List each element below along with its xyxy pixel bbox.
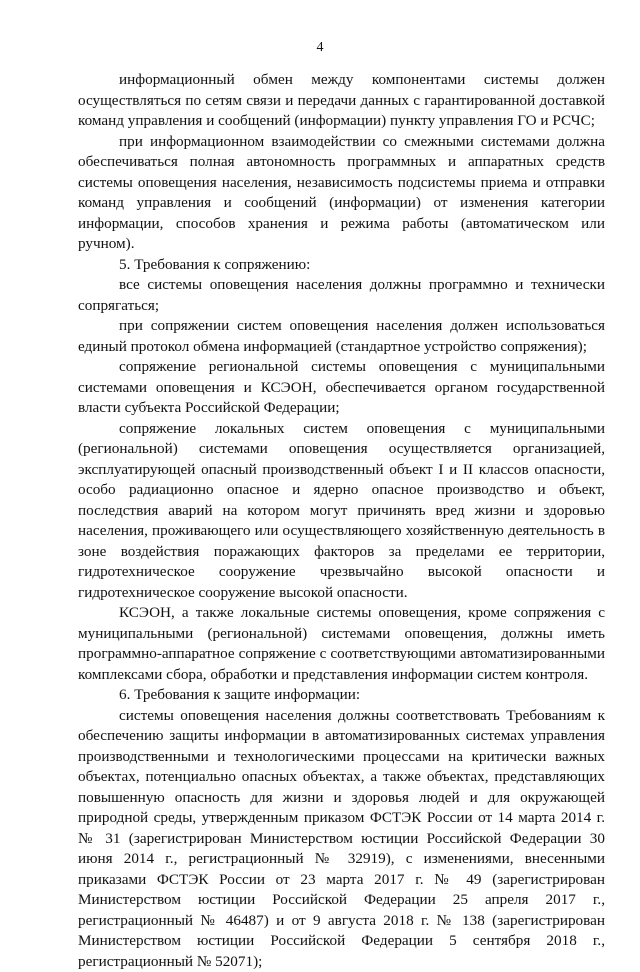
paragraph-local-interfacing: сопряжение локальных систем оповещения с муниципальными (региональной) системами оповещения осуществляется организацией, эксплуатирующей опасный производственный объект I и II классов опасности, особо радиационно опасное и ядерно опасное производство и объект, последствия аварий на котором могут причинять вред жизни и здоровью населения, проживающего или осуществляющего хозяйственную деятельность в зоне воздействия поражающих факторов за пределами ее территории, гидротехническое сооружение чрезвычайно высокой опасности и гидротехническое сооружение высокой опасности. bbox=[78, 419, 605, 604]
paragraph-regional-interfacing: сопряжение региональной системы оповещения с муниципальными системами оповещения и КСЭОН, обеспечивается органом государственной власти субъекта Российской Федерации; bbox=[78, 357, 605, 419]
paragraph-all-systems-interface: все системы оповещения населения должны программно и технически сопрягаться; bbox=[78, 275, 605, 316]
paragraph-autonomy: при информационном взаимодействии со смежными системами должна обеспечиваться полная автономность программных и аппаратных средств системы оповещения населения, независимость подсистемы приема и отправки команд управления и сообщений (информации) от изменения категории информации, способов хранения и режима работы (автоматическом или ручном). bbox=[78, 132, 605, 255]
document-body bbox=[78, 70, 605, 972]
paragraph-single-protocol: при сопряжении систем оповещения населения должен использоваться единый протокол обмена информацией (стандартное устройство сопряжения); bbox=[78, 316, 605, 357]
paragraph-kseon: КСЭОН, а также локальные системы оповещения, кроме сопряжения с муниципальными (региональной) системами оповещения, должны иметь программно-аппаратное сопряжение с соответствующими автоматизированными комплексами сбора, обработки и представления информации систем контроля. bbox=[78, 603, 605, 685]
paragraph-info-exchange: информационный обмен между компонентами системы должен осуществляться по сетям связи и передачи данных с гарантированной доставкой команд управления и сообщений (информации) пункту управления ГО и РСЧС; bbox=[78, 70, 605, 132]
section-heading-interfacing: 5. Требования к сопряжению: bbox=[78, 255, 605, 276]
paragraph-fstec-requirements: системы оповещения населения должны соответствовать Требованиям к обеспечению защиты информации в автоматизированных системах управления производственными и технологическими процессами на критически важных объектах, потенциально опасных объектах, а также объектах, представляющих повышенную опасность для жизни и здоровья людей и для окружающей природной среды, утвержденным приказом ФСТЭК России от 14 марта 2014 г. № 31 (зарегистрирован Министерством юстиции Российской Федерации 30 июня 2014 г., регистрационный № 32919), с изменениями, внесенными приказами ФСТЭК России от 23 марта 2017 г. № 49 (зарегистрирован Министерством юстиции Российской Федерации 25 апреля 2017 г., регистрационный № 46487) и от 9 августа 2018 г. № 138 (зарегистрирован Министерством юстиции Российской Федерации 5 сентября 2018 г., регистрационный № 52071); bbox=[78, 706, 605, 972]
page-number: 4 bbox=[0, 40, 640, 56]
section-heading-info-protection: 6. Требования к защите информации: bbox=[78, 685, 605, 706]
